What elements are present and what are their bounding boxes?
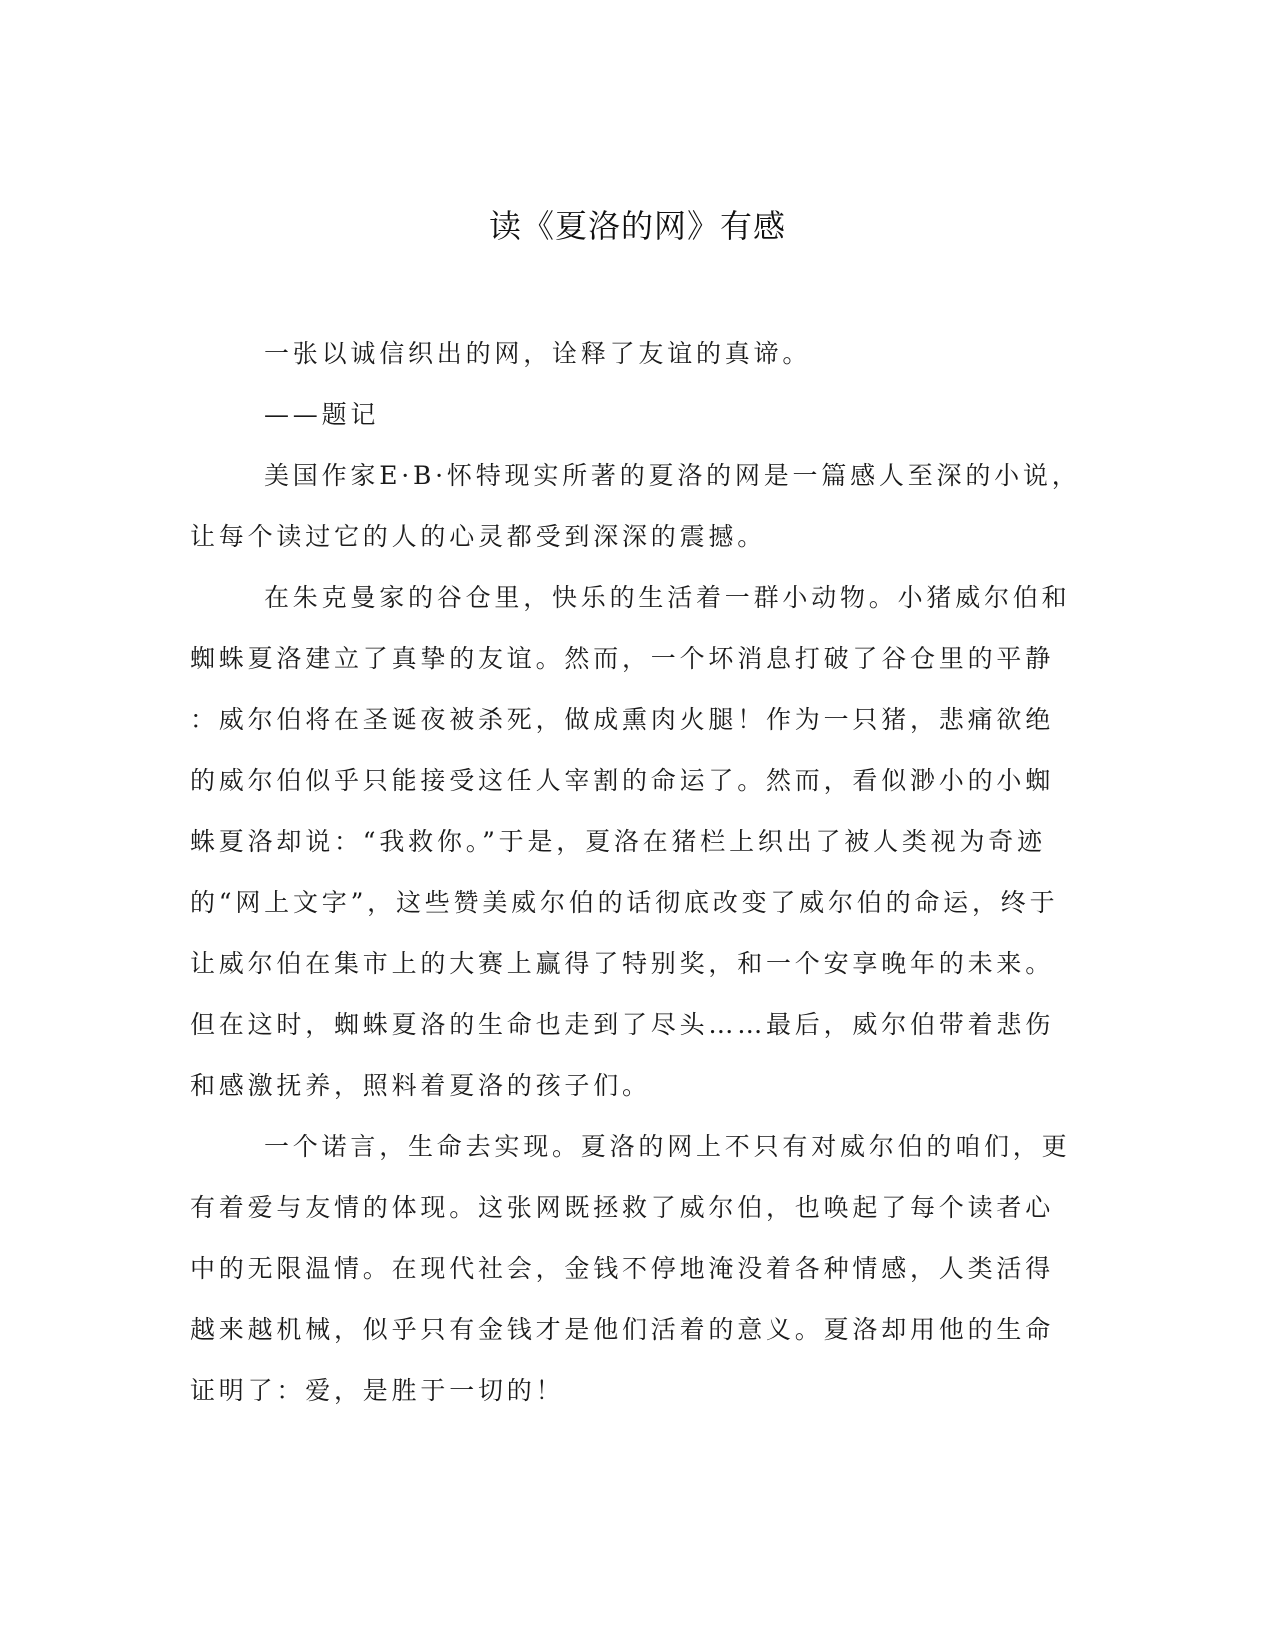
paragraph-line: 让威尔伯在集市上的大赛上赢得了特别奖，和一个安享晚年的未来。 (190, 949, 1055, 978)
paragraph-line: 有着爱与友情的体现。这张网既拯救了威尔伯，也唤起了每个读者心 (190, 1193, 1055, 1222)
paragraph-line: 一个诺言，生命去实现。夏洛的网上不只有对威尔伯的咱们，更 (264, 1132, 1071, 1161)
paragraph-line: 美国作家E·B·怀特现实所著的夏洛的网是一篇感人至深的小说， (264, 461, 1081, 490)
paragraph-line: 中的无限温情。在现代社会，金钱不停地淹没着各种情感，人类活得 (190, 1254, 1055, 1283)
epigraph-attribution: ——题记 (264, 400, 380, 429)
paragraph-line: 证明了：爱，是胜于一切的！ (190, 1376, 565, 1405)
paragraph-line: 让每个读过它的人的心灵都受到深深的震撼。 (190, 522, 767, 551)
paragraph-line: 蜘蛛夏洛建立了真挚的友谊。然而，一个坏消息打破了谷仓里的平静 (190, 644, 1055, 673)
paragraph-line: 在朱克曼家的谷仓里，快乐的生活着一群小动物。小猪威尔伯和 (264, 583, 1071, 612)
paragraph-line: 和感激抚养，照料着夏洛的孩子们。 (190, 1071, 651, 1100)
document-body (190, 323, 1081, 1421)
paragraph-line: 越来越机械，似乎只有金钱才是他们活着的意义。夏洛却用他的生命 (190, 1315, 1055, 1344)
paragraph-line: 的“网上文字”，这些赞美威尔伯的话彻底改变了威尔伯的命运，终于 (190, 888, 1059, 917)
paragraph-line: 但在这时，蜘蛛夏洛的生命也走到了尽头……最后，威尔伯带着悲伤 (190, 1010, 1055, 1039)
paragraph-line: ：威尔伯将在圣诞夜被杀死，做成熏肉火腿！作为一只猪，悲痛欲绝 (190, 705, 1055, 734)
document-title: 读《夏洛的网》有感 (488, 207, 786, 245)
paragraph-line: 的威尔伯似乎只能接受这任人宰割的命运了。然而，看似渺小的小蜘 (190, 766, 1055, 795)
epigraph-line: 一张以诚信织出的网，诠释了友谊的真谛。 (264, 339, 812, 368)
paragraph-line: 蛛夏洛却说：“我救你。”于是，夏洛在猪栏上织出了被人类视为奇迹 (190, 827, 1046, 856)
